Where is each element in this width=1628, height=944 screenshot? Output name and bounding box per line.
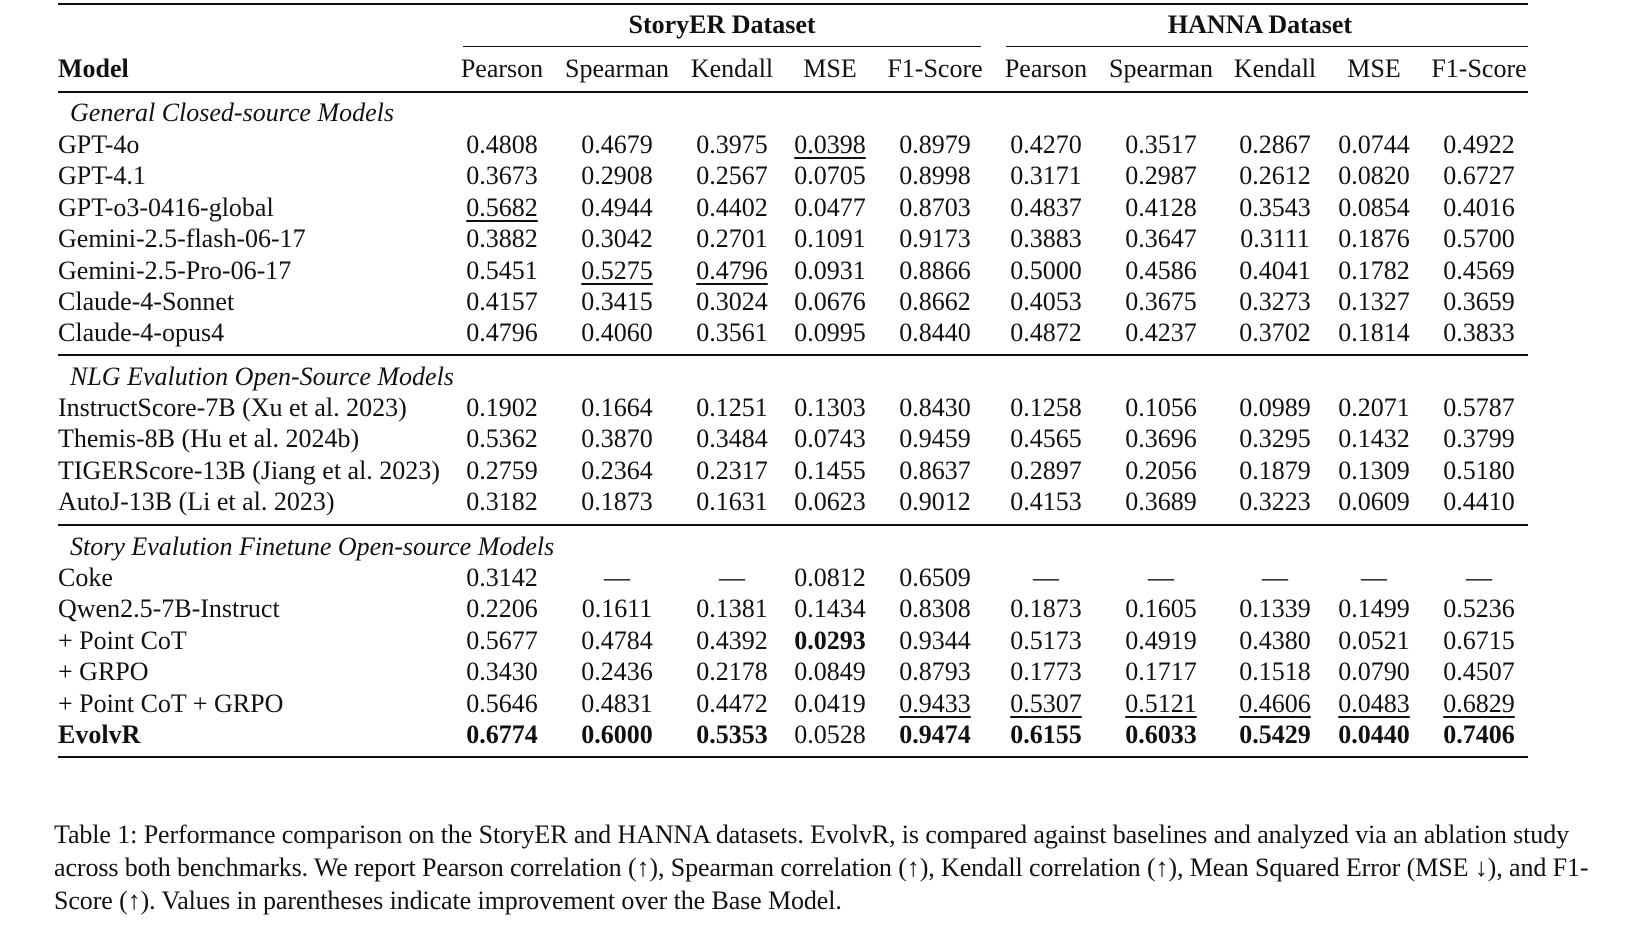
metric-cell: 0.3543 — [1239, 193, 1311, 222]
metric-cell: 0.4565 — [1010, 424, 1082, 453]
metric-cell: 0.4679 — [581, 130, 653, 159]
metric-cell: 0.6715 — [1443, 626, 1515, 655]
metric-cell: 0.3799 — [1443, 424, 1515, 453]
metric-cell: 0.2364 — [581, 456, 653, 485]
metric-cell: 0.0528 — [794, 720, 866, 749]
group-title: General Closed-source Models — [70, 98, 394, 127]
metric-cell: 0.8637 — [899, 456, 971, 485]
metric-cell: 0.5646 — [466, 689, 538, 718]
metric-cell: 0.1251 — [696, 393, 768, 422]
metric-cell: 0.9459 — [899, 424, 971, 453]
metric-cell: 0.1773 — [1010, 657, 1082, 686]
model-name: Claude-4-opus4 — [58, 318, 225, 347]
metric-cell: 0.4837 — [1010, 193, 1082, 222]
metric-cell: 0.3517 — [1125, 130, 1197, 159]
metric-cell: 0.1518 — [1239, 657, 1311, 686]
metric-header-kendall: Kendall — [690, 54, 774, 83]
metric-cell: 0.5700 — [1443, 224, 1515, 253]
metric-cell: — — [1033, 563, 1059, 592]
metric-cell: 0.2206 — [466, 594, 538, 623]
metric-header-spearman: Spearman — [565, 54, 669, 83]
metric-header-mse: MSE — [803, 54, 857, 83]
metric-cell: 0.9433 — [899, 689, 971, 718]
model-name: Gemini-2.5-flash-06-17 — [58, 224, 306, 253]
storyer-cmidrule — [463, 46, 981, 47]
metric-cell: 0.0790 — [1338, 657, 1410, 686]
metric-cell: — — [1148, 563, 1174, 592]
metric-cell: 0.3689 — [1125, 487, 1197, 516]
metric-cell: 0.5121 — [1125, 689, 1197, 718]
metric-cell: 0.4569 — [1443, 256, 1515, 285]
metric-cell: 0.1327 — [1338, 287, 1410, 316]
metric-cell: 0.6000 — [581, 720, 653, 749]
metric-cell: 0.4392 — [696, 626, 768, 655]
metric-cell: 0.4402 — [696, 193, 768, 222]
metric-cell: 0.5180 — [1443, 456, 1515, 485]
metric-cell: 0.0854 — [1338, 193, 1410, 222]
group-title: NLG Evalution Open-Source Models — [70, 362, 454, 391]
model-name: Qwen2.5-7B-Instruct — [58, 594, 280, 623]
metric-cell: 0.5353 — [696, 720, 768, 749]
metric-cell: 0.2701 — [696, 224, 768, 253]
metric-cell: 0.1902 — [466, 393, 538, 422]
metric-cell: 0.4270 — [1010, 130, 1082, 159]
metric-cell: 0.2759 — [466, 456, 538, 485]
metric-cell: 0.2908 — [581, 161, 653, 190]
metric-cell: 0.3042 — [581, 224, 653, 253]
metric-cell: 0.2071 — [1338, 393, 1410, 422]
metric-cell: 0.4831 — [581, 689, 653, 718]
metric-cell: 0.5000 — [1010, 256, 1082, 285]
metric-cell: 0.9173 — [899, 224, 971, 253]
metric-cell: 0.1339 — [1239, 594, 1311, 623]
metric-cell: 0.4796 — [466, 318, 538, 347]
metric-cell: 0.6155 — [1010, 720, 1082, 749]
metric-cell: 0.3883 — [1010, 224, 1082, 253]
metric-cell: 0.1876 — [1338, 224, 1410, 253]
metric-cell: 0.0676 — [794, 287, 866, 316]
metric-cell: 0.1434 — [794, 594, 866, 623]
metric-cell: 0.1873 — [1010, 594, 1082, 623]
metric-cell: 0.3975 — [696, 130, 768, 159]
model-name: AutoJ-13B (Li et al. 2023) — [58, 487, 335, 516]
metric-cell: 0.4237 — [1125, 318, 1197, 347]
metric-cell: 0.0820 — [1338, 161, 1410, 190]
metric-cell: 0.3182 — [466, 487, 538, 516]
metric-cell: 0.1717 — [1125, 657, 1197, 686]
metric-header-mse: MSE — [1347, 54, 1401, 83]
metric-cell: 0.8440 — [899, 318, 971, 347]
metric-cell: 0.3647 — [1125, 224, 1197, 253]
metric-cell: 0.2567 — [696, 161, 768, 190]
metric-cell: 0.3484 — [696, 424, 768, 453]
metric-cell: 0.0483 — [1338, 689, 1410, 718]
metric-cell: 0.5787 — [1443, 393, 1515, 422]
model-name: GPT-4o — [58, 130, 140, 159]
metric-cell: 0.0812 — [794, 563, 866, 592]
metric-cell: 0.1631 — [696, 487, 768, 516]
metric-cell: 0.1611 — [581, 594, 653, 623]
metric-cell: 0.8703 — [899, 193, 971, 222]
metric-header-pearson: Pearson — [460, 54, 544, 83]
metric-cell: 0.1091 — [794, 224, 866, 253]
model-name: Themis-8B (Hu et al. 2024b) — [58, 424, 360, 453]
bottom-rule — [58, 756, 1528, 758]
metric-cell: 0.4586 — [1125, 256, 1197, 285]
metric-header-f1-score: F1-Score — [1431, 54, 1527, 83]
metric-cell: 0.6829 — [1443, 689, 1515, 718]
metric-cell: 0.4872 — [1010, 318, 1082, 347]
metric-cell: 0.4472 — [696, 689, 768, 718]
metric-cell: 0.2897 — [1010, 456, 1082, 485]
metric-cell: 0.3702 — [1239, 318, 1311, 347]
metric-cell: 0.6509 — [899, 563, 971, 592]
metric-cell: 0.2178 — [696, 657, 768, 686]
metric-cell: 0.0849 — [794, 657, 866, 686]
model-name: InstructScore-7B (Xu et al. 2023) — [58, 393, 407, 422]
metric-cell: 0.5173 — [1010, 626, 1082, 655]
metric-cell: 0.2056 — [1125, 456, 1197, 485]
metric-cell: 0.0989 — [1239, 393, 1311, 422]
metric-header-kendall: Kendall — [1233, 54, 1317, 83]
model-name: GPT-o3-0416-global — [58, 193, 274, 222]
metric-cell: 0.4919 — [1125, 626, 1197, 655]
metric-cell: 0.6727 — [1443, 161, 1515, 190]
metric-header-pearson: Pearson — [1004, 54, 1088, 83]
metric-cell: 0.1309 — [1338, 456, 1410, 485]
metric-cell: 0.3223 — [1239, 487, 1311, 516]
metric-cell: 0.4606 — [1239, 689, 1311, 718]
metric-cell: 0.4784 — [581, 626, 653, 655]
metric-cell: 0.1056 — [1125, 393, 1197, 422]
model-column-header: Model — [58, 54, 129, 83]
metric-cell: 0.8998 — [899, 161, 971, 190]
metric-cell: 0.3430 — [466, 657, 538, 686]
model-name: Coke — [58, 563, 113, 592]
metric-cell: 0.3673 — [466, 161, 538, 190]
metric-cell: 0.3142 — [466, 563, 538, 592]
metric-cell: 0.8308 — [899, 594, 971, 623]
metric-cell: 0.4380 — [1239, 626, 1311, 655]
metric-cell: 0.0293 — [794, 626, 866, 655]
group-title: Story Evalution Finetune Open-source Models — [70, 532, 555, 561]
top-rule — [58, 3, 1528, 5]
hanna-cmidrule — [1006, 46, 1528, 47]
metric-cell: 0.8979 — [899, 130, 971, 159]
metric-cell: 0.0398 — [794, 130, 866, 159]
metric-cell: 0.0931 — [794, 256, 866, 285]
metric-cell: — — [1466, 563, 1492, 592]
metric-cell: 0.4944 — [581, 193, 653, 222]
metric-cell: 0.3295 — [1239, 424, 1311, 453]
metric-cell: 0.4796 — [696, 256, 768, 285]
model-name: + Point CoT + GRPO — [58, 689, 284, 718]
metric-cell: 0.5429 — [1239, 720, 1311, 749]
metric-cell: 0.5677 — [466, 626, 538, 655]
metric-cell: — — [719, 563, 745, 592]
metric-cell: 0.4507 — [1443, 657, 1515, 686]
metric-cell: 0.0744 — [1338, 130, 1410, 159]
metric-cell: 0.4060 — [581, 318, 653, 347]
metric-cell: 0.8793 — [899, 657, 971, 686]
metric-cell: 0.3171 — [1010, 161, 1082, 190]
metric-cell: 0.1455 — [794, 456, 866, 485]
metric-cell: 0.9344 — [899, 626, 971, 655]
metric-cell: 0.0609 — [1338, 487, 1410, 516]
metric-cell: 0.9474 — [899, 720, 971, 749]
metric-cell: 0.1879 — [1239, 456, 1311, 485]
metric-cell: — — [604, 563, 630, 592]
metric-cell: 0.0419 — [794, 689, 866, 718]
metric-cell: 0.5275 — [581, 256, 653, 285]
metric-cell: 0.3273 — [1239, 287, 1311, 316]
metric-cell: 0.0477 — [794, 193, 866, 222]
group-divider-rule — [58, 524, 1528, 526]
model-name: + GRPO — [58, 657, 149, 686]
metric-cell: 0.3659 — [1443, 287, 1515, 316]
metric-cell: — — [1361, 563, 1387, 592]
metric-cell: 0.4157 — [466, 287, 538, 316]
metric-cell: 0.7406 — [1443, 720, 1515, 749]
metric-cell: 0.2987 — [1125, 161, 1197, 190]
metric-cell: 0.0995 — [794, 318, 866, 347]
metric-cell: 0.4016 — [1443, 193, 1515, 222]
metric-cell: 0.2317 — [696, 456, 768, 485]
dataset-header-storyer: StoryER Dataset — [628, 10, 816, 39]
metric-cell: 0.8662 — [899, 287, 971, 316]
metric-cell: 0.1499 — [1338, 594, 1410, 623]
metric-cell: 0.4053 — [1010, 287, 1082, 316]
metric-cell: 0.2867 — [1239, 130, 1311, 159]
header-rule — [58, 91, 1528, 93]
metric-cell: 0.8866 — [899, 256, 971, 285]
metric-cell: 0.4128 — [1125, 193, 1197, 222]
metric-cell: 0.1303 — [794, 393, 866, 422]
metric-cell: 0.1432 — [1338, 424, 1410, 453]
metric-cell: 0.3833 — [1443, 318, 1515, 347]
model-name: + Point CoT — [58, 626, 187, 655]
metric-cell: 0.5236 — [1443, 594, 1515, 623]
metric-cell: 0.6774 — [466, 720, 538, 749]
metric-cell: 0.4041 — [1239, 256, 1311, 285]
metric-cell: 0.2436 — [581, 657, 653, 686]
table-caption: Table 1: Performance comparison on the StoryER and HANNA datasets. EvolvR, is compared against baselines and analyzed via an ablation study across both benchmarks. We report Pearson correlation (↑), Spearman correlation (↑), Kendall correlation (↑), Mean Squared Error (MSE ↓), and F1-Score (↑). Values in parentheses indicate improvement over the Base Model. — [54, 820, 1589, 915]
metric-cell: 0.3561 — [696, 318, 768, 347]
metric-cell: 0.1782 — [1338, 256, 1410, 285]
metric-cell: 0.0521 — [1338, 626, 1410, 655]
model-name: EvolvR — [58, 720, 141, 749]
metric-cell: 0.4410 — [1443, 487, 1515, 516]
metric-cell: 0.4808 — [466, 130, 538, 159]
metric-cell: 0.3870 — [581, 424, 653, 453]
model-name: Gemini-2.5-Pro-06-17 — [58, 256, 292, 285]
metric-cell: — — [1262, 563, 1288, 592]
metric-cell: 0.0623 — [794, 487, 866, 516]
metric-cell: 0.6033 — [1125, 720, 1197, 749]
metric-cell: 0.8430 — [899, 393, 971, 422]
metric-cell: 0.1381 — [696, 594, 768, 623]
metric-cell: 0.9012 — [899, 487, 971, 516]
metric-cell: 0.3024 — [696, 287, 768, 316]
metric-cell: 0.1873 — [581, 487, 653, 516]
model-name: GPT-4.1 — [58, 161, 146, 190]
metric-header-f1-score: F1-Score — [887, 54, 983, 83]
metric-cell: 0.5682 — [466, 193, 538, 222]
metric-header-spearman: Spearman — [1109, 54, 1213, 83]
metric-cell: 0.1605 — [1125, 594, 1197, 623]
metric-cell: 0.0743 — [794, 424, 866, 453]
metric-cell: 0.3882 — [466, 224, 538, 253]
metric-cell: 0.3415 — [581, 287, 653, 316]
metric-cell: 0.1664 — [581, 393, 653, 422]
metric-cell: 0.1814 — [1338, 318, 1410, 347]
metric-cell: 0.4922 — [1443, 130, 1515, 159]
metric-cell: 0.5307 — [1010, 689, 1082, 718]
metric-cell: 0.5362 — [466, 424, 538, 453]
metric-cell: 0.5451 — [466, 256, 538, 285]
model-name: TIGERScore-13B (Jiang et al. 2023) — [58, 456, 440, 485]
metric-cell: 0.2612 — [1239, 161, 1311, 190]
model-name: Claude-4-Sonnet — [58, 287, 235, 316]
group-divider-rule — [58, 354, 1528, 356]
metric-cell: 0.3111 — [1240, 224, 1310, 253]
metric-cell: 0.0440 — [1338, 720, 1410, 749]
metric-cell: 0.1258 — [1010, 393, 1082, 422]
metric-cell: 0.3675 — [1125, 287, 1197, 316]
metric-cell: 0.3696 — [1125, 424, 1197, 453]
dataset-header-hanna: HANNA Dataset — [1167, 10, 1353, 39]
metric-cell: 0.4153 — [1010, 487, 1082, 516]
metric-cell: 0.0705 — [794, 161, 866, 190]
